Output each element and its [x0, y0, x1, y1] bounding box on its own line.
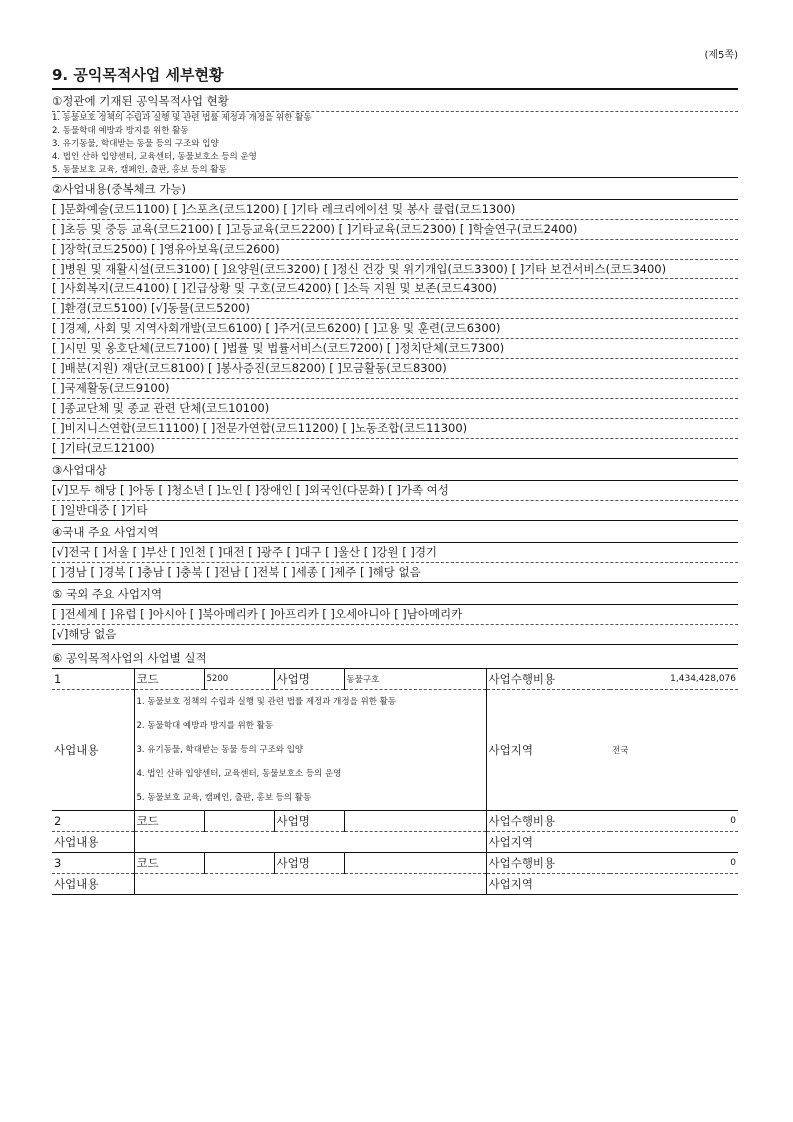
region-value — [610, 874, 738, 895]
checkbox-line[interactable]: [ ]사회복지(코드4100) [ ]긴급상황 및 구호(코드4200) [ ]소득 지원 및 보존(코드4300) — [52, 279, 738, 299]
region-value: 전국 — [610, 690, 738, 811]
list-item: 1. 동물보호 정책의 수립과 실행 및 관련 법률 제정과 개정을 위한 활동 — [52, 113, 312, 123]
checkbox-line[interactable]: [ ]경제, 사회 및 지역사회개발(코드6100) [ ]주거(코드6200) [ ]고용 및 훈련(코드6300) — [52, 319, 738, 339]
row-number: 1 — [52, 669, 134, 690]
table-row — [52, 832, 738, 853]
list-item: 4. 법인 산하 입양센터, 교육센터, 동물보호소 등의 운영 — [52, 152, 257, 162]
section6-heading: ⑥ 공익목적사업의 사업별 실적 — [52, 647, 738, 669]
section4-heading: ④국내 주요 사업지역 — [52, 521, 738, 543]
checkbox-line[interactable]: [ ]시민 및 옹호단체(코드7100) [ ]법률 및 법률서비스(코드7200) [ ]정치단체(코드7300) — [52, 339, 738, 359]
row-number: 3 — [52, 853, 134, 874]
code-value — [204, 811, 274, 832]
list-item: 1. 동물보호 정책의 수립과 실행 및 관련 법률 제정과 개정을 위한 활동 — [136, 697, 397, 707]
checkbox-line[interactable]: [ ]배분(지원) 재단(코드8100) [ ]봉사증진(코드8200) [ ]모금활동(코드8300) — [52, 359, 738, 379]
code-label: 코드 — [134, 669, 204, 690]
checkbox-line[interactable]: [ ]문화예술(코드1100) [ ]스포츠(코드1200) [ ]기타 레크리에이션 및 봉사 클럽(코드1300) — [52, 200, 738, 220]
code-label: 코드 — [134, 811, 204, 832]
checkbox-line[interactable]: [ ]병원 및 재활시설(코드3100) [ ]요양원(코드3200) [ ]정신 건강 및 위기개입(코드3300) [ ]기타 보건서비스(코드3400) — [52, 260, 738, 279]
table-row — [52, 811, 738, 832]
checkbox-line[interactable]: [ ]초등 및 중등 교육(코드2100) [ ]고등교육(코드2200) [ ]기타교육(코드2300) [ ]학술연구(코드2400) — [52, 220, 738, 240]
table-row — [52, 853, 738, 874]
section5-heading: ⑤ 국외 주요 사업지역 — [52, 583, 738, 605]
business-name-value — [344, 811, 486, 832]
table-row — [52, 690, 738, 811]
section2-heading: ②사업내용(중복체크 가능) — [52, 178, 738, 200]
checkbox-line[interactable]: [ ]국제활동(코드9100) — [52, 379, 738, 399]
list-item: 2. 동물학대 예방과 방지를 위한 활동 — [52, 126, 189, 136]
section1-heading: ①정관에 기재된 공익목적사업 현황 — [52, 90, 738, 112]
content-label: 사업내용 — [52, 832, 134, 853]
list-item: 5. 동물보호 교육, 캠페인, 출판, 홍보 등의 활동 — [136, 793, 312, 803]
checkbox-line[interactable]: [ ]비지니스연합(코드11100) [ ]전문가연합(코드11200) [ ]노동조합(코드11300) — [52, 419, 738, 439]
checkbox-line[interactable]: [ ]기타(코드12100) — [52, 439, 738, 459]
checkbox-line[interactable]: [ ]일반대중 [ ]기타 — [52, 501, 738, 521]
checkbox-line[interactable]: [√]해당 없음 — [52, 625, 738, 645]
region-label: 사업지역 — [486, 832, 610, 853]
content-value — [134, 832, 486, 853]
content-list — [134, 690, 486, 811]
cost-label: 사업수행비용 — [486, 853, 610, 874]
list-item: 4. 법인 산하 입양센터, 교육센터, 동물보호소 등의 운영 — [136, 769, 342, 779]
cost-value: 0 — [610, 811, 738, 832]
business-name-value: 동물구호 — [344, 669, 486, 690]
section2-checklist — [52, 200, 738, 459]
row-number: 2 — [52, 811, 134, 832]
business-name-label: 사업명 — [274, 853, 344, 874]
list-item: 5. 동물보호 교육, 캠페인, 출판, 홍보 등의 활동 — [52, 164, 738, 178]
business-name-label: 사업명 — [274, 811, 344, 832]
section1-list — [52, 112, 738, 178]
business-name-label: 사업명 — [274, 669, 344, 690]
performance-table — [52, 669, 738, 895]
page-number: (제5쪽) — [704, 50, 738, 61]
checkbox-line[interactable]: [ ]전세계 [ ]유럽 [ ]아시아 [ ]북아메리카 [ ]아프리카 [ ]오세아니아 [ ]남아메리카 — [52, 605, 738, 625]
code-value — [204, 853, 274, 874]
checkbox-line[interactable]: [√]모두 해당 [ ]아동 [ ]청소년 [ ]노인 [ ]장애인 [ ]외국인(다문화) [ ]가족 여성 — [52, 481, 738, 501]
checkbox-line[interactable]: [ ]종교단체 및 종교 관련 단체(코드10100) — [52, 399, 738, 419]
cost-value: 1,434,428,076 — [610, 669, 738, 690]
checkbox-line[interactable]: [√]전국 [ ]서울 [ ]부산 [ ]인천 [ ]대전 [ ]광주 [ ]대구 [ ]울산 [ ]강원 [ ]경기 — [52, 543, 738, 563]
page-body — [52, 40, 738, 895]
content-label: 사업내용 — [52, 690, 134, 811]
code-label: 코드 — [134, 853, 204, 874]
checkbox-line[interactable]: [ ]환경(코드5100) [√]동물(코드5200) — [52, 299, 738, 319]
business-name-value — [344, 853, 486, 874]
region-value — [610, 832, 738, 853]
content-label: 사업내용 — [52, 874, 134, 895]
cost-label: 사업수행비용 — [486, 669, 610, 690]
cost-value: 0 — [610, 853, 738, 874]
checkbox-line[interactable]: [ ]경남 [ ]경북 [ ]충남 [ ]충북 [ ]전남 [ ]전북 [ ]세종 [ ]제주 [ ]해당 없음 — [52, 563, 738, 583]
list-item: 3. 유기동물, 학대받는 동물 등의 구조와 입양 — [52, 139, 219, 149]
checkbox-line[interactable]: [ ]장학(코드2500) [ ]영유아보육(코드2600) — [52, 240, 738, 260]
code-value: 5200 — [204, 669, 274, 690]
content-value — [134, 874, 486, 895]
page-title: 9. 공익목적사업 세부현황 — [52, 64, 738, 90]
cost-label: 사업수행비용 — [486, 811, 610, 832]
region-label: 사업지역 — [486, 874, 610, 895]
list-item: 2. 동물학대 예방과 방지를 위한 활동 — [136, 721, 274, 731]
section3-heading: ③사업대상 — [52, 459, 738, 481]
list-item: 3. 유기동물, 학대받는 동물 등의 구조와 입양 — [136, 745, 304, 755]
region-label: 사업지역 — [486, 690, 610, 811]
table-row — [52, 874, 738, 895]
table-row — [52, 669, 738, 690]
